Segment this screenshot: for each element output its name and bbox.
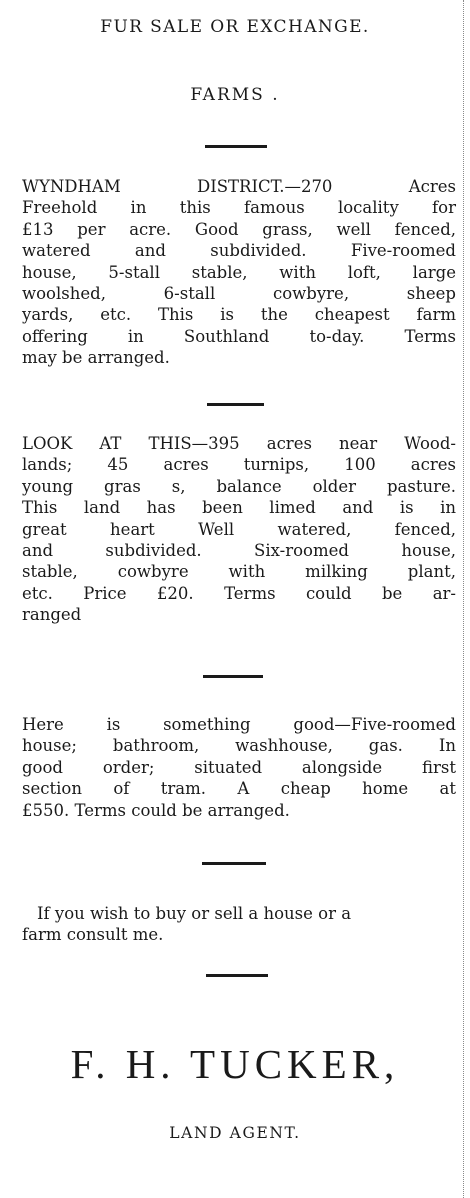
section-heading: FARMS .: [190, 85, 280, 105]
listing-line: section of tram. A cheap home at: [22, 779, 456, 799]
listing-line: watered and subdivided. Five-roomed: [22, 241, 456, 261]
agent-divider: [206, 974, 268, 977]
listing-line: This land has been limed and is in: [22, 498, 456, 518]
listing-line: ranged: [22, 605, 82, 625]
listing-line: and subdivided. Six-roomed house,: [22, 541, 456, 561]
listing-wyndham: [22, 176, 456, 369]
listing-line: £13 per acre. Good grass, well fenced,: [22, 219, 456, 239]
listing-line: woolshed, 6-stall cowbyre, sheep: [22, 284, 456, 304]
listing-line: offering in Southland to-day. Terms: [22, 326, 456, 346]
listing-house: [22, 714, 456, 821]
listing-line: etc. Price £20. Terms could be ar-: [22, 583, 456, 603]
listing-divider: [202, 862, 266, 865]
closing-line: If you wish to buy or sell a house or a: [37, 904, 352, 923]
listing-line: great heart Well watered, fenced,: [22, 519, 456, 539]
listing-line: lands; 45 acres turnips, 100 acres: [22, 455, 456, 475]
listing-divider: [203, 675, 263, 678]
agent-name: F. H. TUCKER,: [70, 1041, 400, 1087]
listing-line: house, 5-stall stable, with loft, large: [22, 262, 456, 282]
section-rule: [205, 145, 267, 148]
column-edge-divider: [462, 0, 464, 1198]
listing-line: WYNDHAM DISTRICT.—270 Acres: [22, 177, 456, 196]
listing-line: £550. Terms could be arranged.: [22, 800, 290, 820]
advert-heading: FUR SALE OR EXCHANGE.: [100, 17, 370, 37]
listing-line: yards, etc. This is the cheapest farm: [22, 305, 456, 325]
closing-note: [22, 903, 456, 946]
listing-line: may be arranged.: [22, 348, 170, 368]
agent-title: LAND AGENT.: [169, 1124, 301, 1142]
closing-line: farm consult me.: [22, 925, 164, 945]
listing-line: Freehold in this famous locality for: [22, 198, 456, 218]
listing-woodlands: [22, 433, 456, 626]
listing-line: LOOK AT THIS—395 acres near Wood-: [22, 434, 456, 453]
listing-divider: [207, 403, 264, 406]
listing-line: house; bathroom, washhouse, gas. In: [22, 736, 456, 756]
listing-line: Here is something good—Five-roomed: [22, 715, 456, 734]
listing-line: young gras s, balance older pasture.: [22, 476, 456, 496]
listing-line: good order; situated alongside first: [22, 757, 456, 777]
listing-line: stable, cowbyre with milking plant,: [22, 562, 456, 582]
